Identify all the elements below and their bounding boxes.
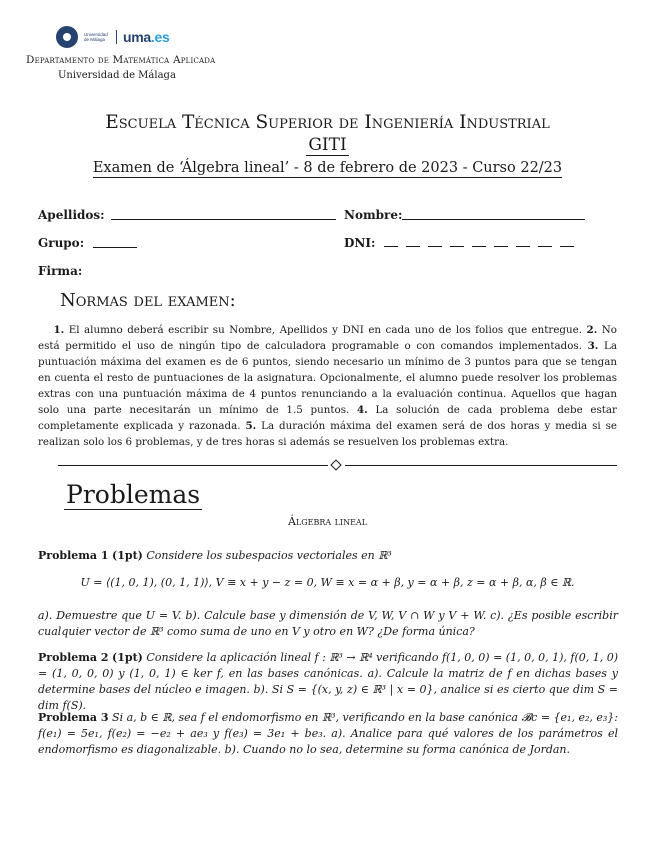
apellidos-field[interactable]: [111, 208, 336, 220]
dni-field[interactable]: [384, 236, 574, 247]
problem-2-label: Problema 2: [38, 651, 109, 664]
problem-2-text: Considere la aplicación lineal f : ℝ³ → ℝ⁴ verificando f(1, 0, 0) = (1, 0, 0, 1), f(0, 1, 0) = (1, 0, 0, 0) y (1, 0, 1) ∈ ker f, en las bases canónicas. a). Calcule la matriz de f en dichas bases y determine bases del núcleo e imagen. b). Si S = {(x, y, z) ∈ ℝ³ | x = 0}, analice si es cierto que dim S = dim f(S).: [38, 651, 619, 712]
rules-heading: Normas del examen:: [60, 290, 236, 311]
problem-1-points: (1pt): [112, 549, 143, 562]
rule-number-2: 2.: [586, 324, 598, 336]
apellidos-label: Apellidos:: [38, 208, 105, 222]
rule-number-1: 1.: [53, 324, 65, 336]
problem-1-text: a). Demuestre que U = V. b). Calcule base y dimensión de V, W, V ∩ W y V + W. c). ¿Es posible escribir cualquier vector de ℝ³ como suma de uno en V y otro en W? ¿De forma única?: [38, 609, 618, 638]
rule-text-5: La duración máxima del examen será de dos horas y media si se realizan solo los 6 problemas, y de tres horas si además se resuelven los problemas extra.: [38, 420, 617, 448]
grupo-label: Grupo:: [38, 236, 85, 250]
problem-1-intro: [38, 548, 618, 564]
rule-text-3: La puntuación máxima del examen es de 6 puntos, siendo necesario un mínimo de 3 puntos para que se tengan en cuenta el resto de puntuaciones de la asignatura. Opcionalmente, el alumno puede resolver los problemas extras con una puntuación máxima de 4 puntos renunciando a la evaluación continua. Aquellos que hagan solo una parte necesitarán un mínimo de 1.5 puntos.: [38, 340, 617, 416]
university-seal-icon: [56, 26, 78, 48]
rule-text-1: El alumno deberá escribir su Nombre, Apellidos y DNI en cada uno de los folios que entregue.: [64, 324, 587, 336]
problems-heading-label: Problemas: [66, 480, 201, 509]
problem-2: [38, 650, 618, 714]
logo-bar: [56, 24, 169, 50]
nombre-field[interactable]: [402, 208, 585, 220]
degree-title: [0, 135, 655, 155]
rule-text-4: La solución de cada problema debe estar completamente explicada y razonada.: [38, 404, 617, 432]
rule-number-3: 3.: [587, 340, 599, 352]
rule-number-4: 4.: [356, 404, 368, 416]
problem-3-text: Si a, b ∈ ℝ, sea f el endomorfismo en ℝ³, verificando en la base canónica 𝓑c = {e₁, e₂, e₃}: f(e₁) = 5e₁, f(e₂) = −e₂ + ae₃ y f(e₃) = 3e₁ + be₃. a). Analice para qué valores de los parámetros el endomorfismo es diagonalizable. b). Cuando no lo sea, determine su forma canónica de Jordan.: [38, 711, 618, 756]
exam-label: Examen de ‘Álgebra lineal’ - 8 de febrero de 2023 - Curso 22/23: [92, 160, 563, 176]
rules-paragraph: [38, 322, 617, 450]
divider-right: [345, 465, 617, 466]
school-title: Escuela Técnica Superior de Ingeniería Industrial: [105, 112, 550, 133]
rule-number-5: 5.: [245, 420, 257, 432]
diamond-ornament-icon: [330, 459, 341, 470]
exam-title: [0, 160, 655, 176]
problem-3-label: Problema 3: [38, 711, 109, 724]
problem-3: [38, 710, 618, 758]
problems-heading: [64, 480, 202, 509]
degree-label: GITI: [308, 135, 347, 155]
problem-1-intro-text: Considere los subespacios vectoriales en ℝ³: [146, 549, 392, 562]
university-small-text: Universidad de Málaga: [84, 32, 108, 42]
nombre-label: Nombre:: [344, 208, 403, 222]
problem-2-points: (1pt): [112, 651, 143, 664]
dni-label: DNI:: [344, 236, 376, 250]
logo-divider: [116, 30, 117, 44]
section-subtitle: Álgebra lineal: [287, 515, 368, 528]
problem-1-equation: U = ⟨(1, 0, 1), (0, 1, 1)⟩, V ≡ x + y − z = 0, W ≡ x = α + β, y = α + β, z = α + β, α, β ∈ ℝ.: [80, 576, 575, 589]
uma-logo: uma.es: [123, 29, 170, 45]
university-name: Universidad de Málaga: [58, 70, 176, 81]
grupo-field[interactable]: [93, 236, 137, 248]
firma-label: Firma:: [38, 264, 83, 278]
rule-text-2: No está permitido el uso de ningún tipo de calculadora programable o con comandos implementados.: [38, 324, 617, 352]
department-name: Departamento de Matemática Aplicada: [26, 54, 216, 66]
divider-left: [58, 465, 328, 466]
problem-1-label: Problema 1: [38, 549, 109, 562]
